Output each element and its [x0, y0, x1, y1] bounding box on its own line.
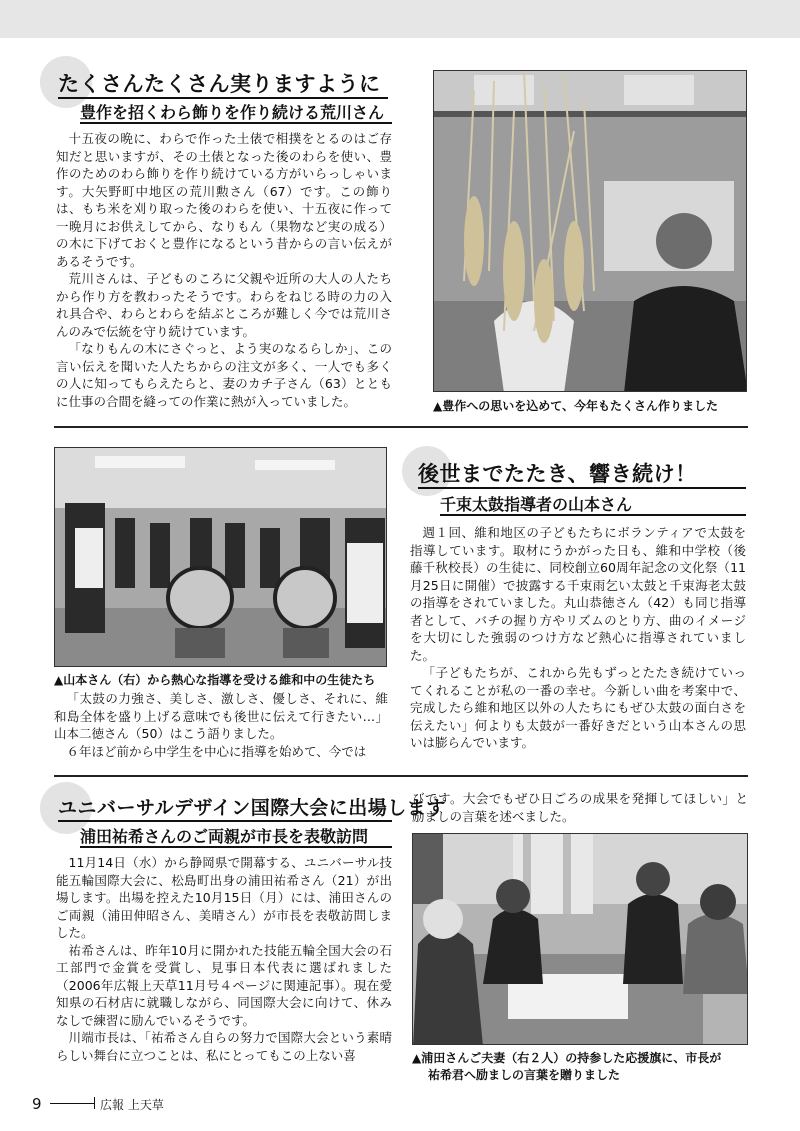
- article3-caption-line1: ▲浦田さんご夫妻（右２人）の持参した応援旗に、市長が: [412, 1051, 722, 1065]
- article1-subtitle: 豊作を招くわら飾りを作り続ける荒川さん: [80, 103, 385, 122]
- taiko-drum-photo-image: [55, 448, 387, 667]
- article1-title: たくさんたくさん実りますように: [58, 72, 381, 96]
- straw-decoration-photo: [433, 70, 747, 392]
- article2-paragraph: ６年ほど前から中学生を中心に指導を始めて、今では: [66, 743, 367, 759]
- article3-subtitle: 浦田祐希さんのご両親が市長を表敬訪問: [80, 827, 369, 846]
- article1-paragraph: 十五夜の晩に、わらで作った土俵で相撲をとるのはご存知だと思いますが、その土俵となった後のわらを使い、豊作のためのわら飾りを作り続けている方がいらっしゃいます。大矢野町中地区の荒川勲さん（67）です。この飾りは、もち米を刈り取った後のわらを使い、十五夜に作って一晩月にお供えしてから、なりもん（果物など実の成る）の木に下げておくと豊作になるという昔からの言い伝えがあるそうです。: [56, 131, 392, 269]
- article3-title-underline: [58, 820, 392, 822]
- article2-paragraph: 「子どもたちが、これから先もずっとたたき続けていってくれることが私の一番の幸せ。今新しい曲を考案中で、完成したら維和地区以外の人たちにもぜひ太鼓の面白さを伝えたい」何よりも太鼓が一番好きだという山本さんの思いは膨らんでいます。: [410, 665, 746, 750]
- article1-paragraph: 「なりもんの木にさぐっと、よう実のなるらしか」、この言い伝えを聞いた人たちからの注文が多く、一人でも多くの人に知ってもらえたらと、妻のカチ子さん（63）とともに仕事の合間を縫っての作業に熱が入っていました。: [56, 341, 392, 409]
- article2-title-underline: [418, 487, 746, 489]
- article3-caption-line2: 祐希君へ励ましの言葉を贈りました: [428, 1068, 621, 1082]
- footer-line: [50, 1103, 94, 1104]
- article2-body: [410, 524, 746, 752]
- mayor-visit-photo-image: [413, 834, 748, 1045]
- article1-subtitle-underline: [80, 122, 392, 124]
- straw-decoration-photo-image: [434, 71, 747, 392]
- footer-tick: [94, 1097, 95, 1109]
- article3-paragraph: 11月14日（水）から静岡県で開幕する、ユニバーサル技能五輪国際大会に、松島町出身の浦田祐希さん（21）が出場します。出場を控えた10月15日（月）には、浦田さんのご両親（浦田伸昭さん、美晴さん）が市長を表敬訪問しました。: [56, 855, 392, 940]
- article1-paragraph: 荒川さんは、子どものころに父親や近所の大人の人たちから作り方を教わったそうです。わらをねじる時の力の入れ具合や、わらとわらを結ぶところが難しく今では荒川さんのみで伝統を守り続けています。: [56, 271, 392, 339]
- mayor-visit-photo: [412, 833, 748, 1045]
- top-band: [0, 0, 800, 38]
- article2-caption: ▲山本さん（右）から熱心な指導を受ける維和中の生徒たち: [54, 673, 376, 687]
- article2-subtitle-underline: [440, 514, 746, 516]
- article1-body: [56, 130, 392, 410]
- article2-paragraph: 週１回、維和地区の子どもたちにボランティアで太鼓を指導しています。取材にうかがった日も、維和中学校（後藤千秋校長）の生徒に、同校創立60周年記念の文化祭（11月25日に開催）で披露する千束雨乞い太鼓と千束海老太鼓の指導をされていました。丸山恭徳さん（42）も同じ指導者として、バチの握り方やリズムのとり方、曲のイメージを大切にした強弱のつけ方など熱心に指導されていました。: [410, 525, 746, 663]
- article3-body: [56, 854, 392, 1064]
- taiko-drum-photo: [54, 447, 387, 667]
- article3-paragraph: 祐希さんは、昨年10月に開かれた技能五輪全国大会の石工部門で金賞を受賞し、見事日本代表に選ばれました（2006年広報上天草11月号４ページに関連記事）。現在愛知県の石材店に就職しながら、同国際大会に向けて、休みなしで練習に励んでいるそうです。: [56, 942, 392, 1028]
- section-divider: [54, 775, 748, 777]
- article3-right-body: [412, 790, 748, 825]
- article2-quote: 「太鼓の力強さ、美しさ、激しさ、優しさ、それに、維和島全体を盛り上げる意味でも後世に伝えて行きたい…」山本二徳さん（50）はこう語りました。: [54, 691, 388, 741]
- article2-subtitle: 千束太鼓指導者の山本さん: [440, 495, 633, 514]
- article3-paragraph: 川端市長は、「祐希さん自らの努力で国際大会という素晴らしい舞台に立つことは、私にとってもこの上ない喜: [56, 1030, 392, 1063]
- section-divider: [54, 426, 748, 428]
- publication-name: 広報 上天草: [100, 1098, 164, 1112]
- article3-title: ユニバーサルデザイン国際大会に出場します: [58, 797, 446, 819]
- article3-paragraph: びです。大会でもぜひ日ごろの成果を発揮してほしい」と励ましの言葉を述べました。: [412, 791, 748, 824]
- article2-left-body: [54, 690, 388, 760]
- article3-subtitle-underline: [80, 846, 392, 848]
- article2-title: 後世までたたき、響き続け！: [418, 462, 697, 486]
- page-number: 9: [32, 1095, 42, 1113]
- article1-caption: ▲豊作への思いを込めて、今年もたくさん作りました: [433, 399, 718, 413]
- article1-title-underline: [58, 97, 388, 99]
